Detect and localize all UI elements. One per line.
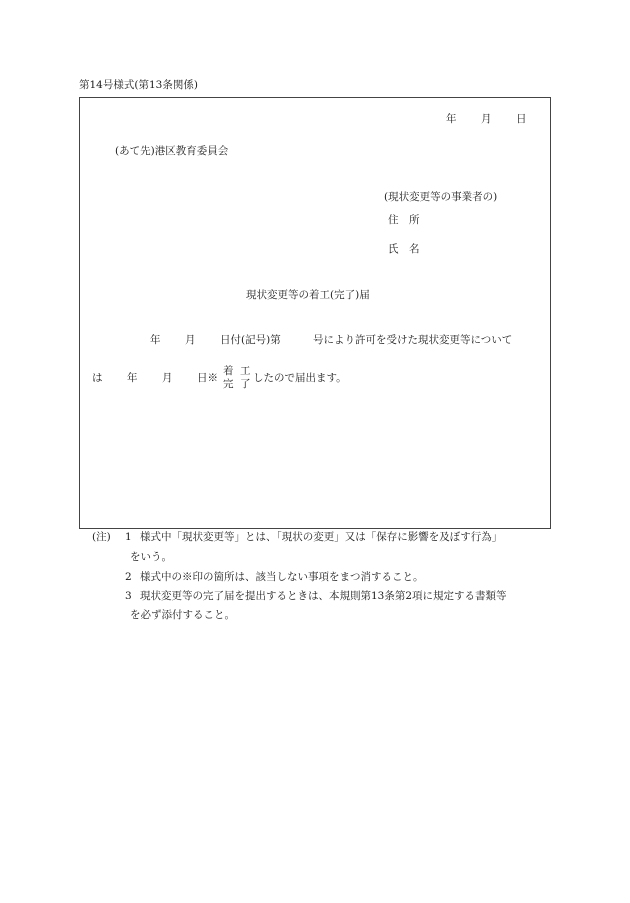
- body-l2-wa: は: [92, 372, 103, 384]
- note-1-number: 1: [125, 531, 132, 543]
- applicant-address-label: 住 所: [388, 214, 420, 226]
- body-l2-month: 月: [162, 372, 173, 384]
- note-2-number: 2: [125, 571, 132, 583]
- applicant-header: (現状変更等の事業者の): [384, 191, 498, 203]
- date-year-label: 年: [446, 113, 457, 125]
- body-l1-year: 年: [150, 334, 161, 346]
- addressee: (あて先)港区教育委員会: [115, 145, 229, 157]
- body-l2-year: 年: [127, 372, 138, 384]
- choice-ryo: 了: [240, 378, 251, 390]
- note-3-line2: を必ず添付すること。: [130, 609, 235, 621]
- date-day-label: 日: [516, 113, 527, 125]
- form-number: 第14号様式(第13条関係): [79, 79, 198, 91]
- body-l1-end: 号により許可を受けた現状変更等について: [313, 334, 513, 346]
- note-1-line1: 様式中「現状変更等」とは、「現状の変更」又は「保存に影響を及ぼす行為」: [140, 531, 503, 543]
- note-2-text: 様式中の※印の箇所は、該当しない事項をまつ消すること。: [140, 571, 424, 583]
- form-box: [79, 97, 551, 529]
- body-l2-end: したので届出ます。: [253, 372, 347, 384]
- document-title: 現状変更等の着工(完了)届: [246, 289, 370, 301]
- notes-label: (注): [92, 531, 111, 543]
- body-l1-mid: 日付(記号)第: [220, 334, 281, 346]
- date-month-label: 月: [481, 113, 492, 125]
- choice-ko: 工: [240, 365, 251, 377]
- choice-kan: 完: [223, 378, 234, 390]
- choice-chaku: 着: [223, 365, 234, 377]
- applicant-name-label: 氏 名: [388, 243, 420, 255]
- note-3-line1: 現状変更等の完了届を提出するときは、本規則第13条第2項に規定する書類等: [140, 590, 507, 602]
- body-l2-day: 日※: [197, 372, 218, 384]
- body-l1-month: 月: [185, 334, 196, 346]
- note-1-line2: をいう。: [130, 551, 172, 563]
- note-3-number: 3: [125, 590, 132, 602]
